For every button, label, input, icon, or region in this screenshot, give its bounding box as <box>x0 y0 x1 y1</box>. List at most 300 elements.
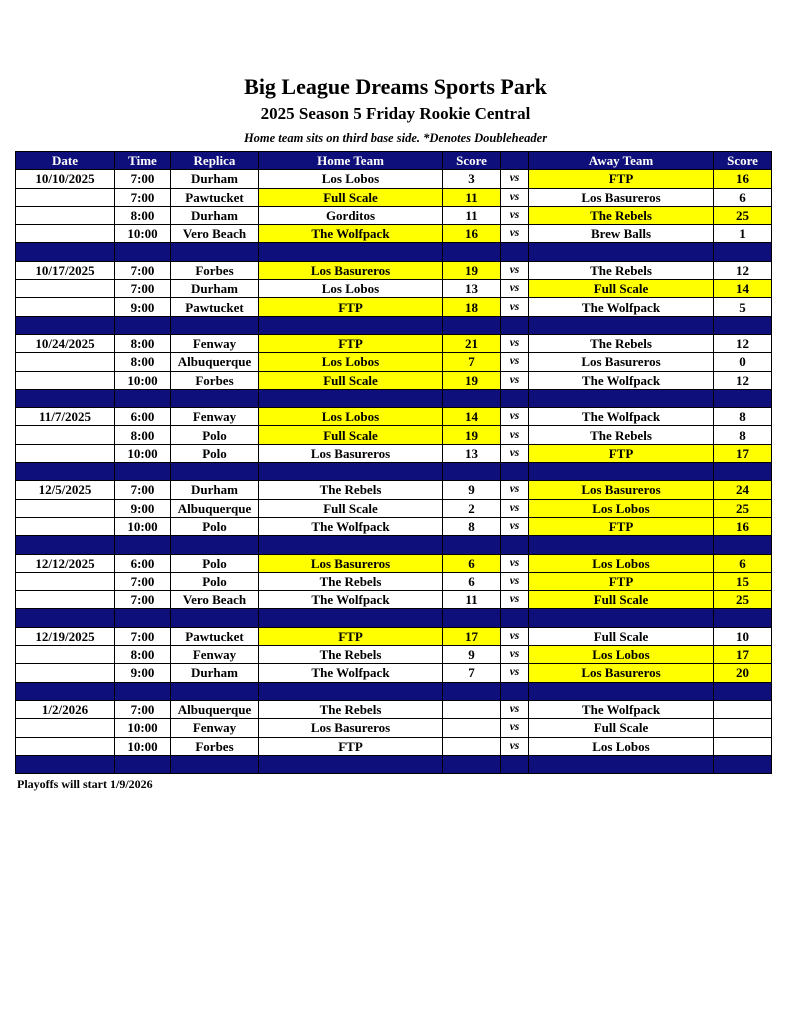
separator-cell <box>16 755 115 773</box>
home-score: 6 <box>443 554 501 572</box>
game-replica: Polo <box>171 444 259 462</box>
away-team: Full Scale <box>529 591 714 609</box>
game-row <box>16 426 772 444</box>
separator-cell <box>115 755 171 773</box>
game-replica: Albuquerque <box>171 353 259 371</box>
game-time: 7:00 <box>115 700 171 718</box>
away-score: 25 <box>714 591 772 609</box>
away-score: 0 <box>714 353 772 371</box>
game-time: 7:00 <box>115 170 171 188</box>
separator-cell <box>529 682 714 700</box>
week-separator <box>16 682 772 700</box>
game-date: 10/17/2025 <box>16 261 115 279</box>
vs-label: vs <box>501 261 529 279</box>
game-replica: Pawtucket <box>171 188 259 206</box>
game-row <box>16 334 772 352</box>
col-header-replica: Replica <box>171 152 259 170</box>
home-score: 11 <box>443 591 501 609</box>
separator-cell <box>171 682 259 700</box>
separator-cell <box>259 316 443 334</box>
home-team: The Rebels <box>259 481 443 499</box>
away-score: 25 <box>714 499 772 517</box>
separator-cell <box>443 463 501 481</box>
separator-cell <box>171 389 259 407</box>
col-header-home-team: Home Team <box>259 152 443 170</box>
header-row <box>16 152 772 170</box>
game-time: 8:00 <box>115 206 171 224</box>
vs-label: vs <box>501 572 529 590</box>
game-replica: Fenway <box>171 646 259 664</box>
game-row <box>16 170 772 188</box>
game-replica: Fenway <box>171 408 259 426</box>
vs-label: vs <box>501 298 529 316</box>
separator-cell <box>115 389 171 407</box>
game-date <box>16 206 115 224</box>
separator-cell <box>443 536 501 554</box>
vs-label: vs <box>501 408 529 426</box>
game-replica: Durham <box>171 206 259 224</box>
away-team: The Wolfpack <box>529 298 714 316</box>
away-score: 1 <box>714 225 772 243</box>
away-team: FTP <box>529 444 714 462</box>
vs-label: vs <box>501 371 529 389</box>
separator-cell <box>529 316 714 334</box>
home-score: 13 <box>443 444 501 462</box>
page-title: Big League Dreams Sports Park <box>244 74 547 99</box>
vs-label: vs <box>501 334 529 352</box>
home-team: FTP <box>259 298 443 316</box>
separator-cell <box>115 536 171 554</box>
separator-cell <box>714 389 772 407</box>
separator-cell <box>115 682 171 700</box>
game-row <box>16 225 772 243</box>
away-team: The Rebels <box>529 334 714 352</box>
separator-cell <box>714 682 772 700</box>
away-score <box>714 700 772 718</box>
game-date: 11/7/2025 <box>16 408 115 426</box>
game-time: 10:00 <box>115 444 171 462</box>
game-replica: Albuquerque <box>171 499 259 517</box>
game-row <box>16 206 772 224</box>
game-date <box>16 188 115 206</box>
game-row <box>16 353 772 371</box>
home-team: FTP <box>259 737 443 755</box>
vs-label: vs <box>501 517 529 535</box>
separator-cell <box>171 755 259 773</box>
away-team: The Wolfpack <box>529 371 714 389</box>
game-time: 8:00 <box>115 334 171 352</box>
game-time: 10:00 <box>115 517 171 535</box>
home-score: 19 <box>443 371 501 389</box>
game-time: 8:00 <box>115 426 171 444</box>
separator-cell <box>501 682 529 700</box>
game-time: 10:00 <box>115 371 171 389</box>
game-replica: Polo <box>171 572 259 590</box>
game-replica: Forbes <box>171 261 259 279</box>
home-score: 7 <box>443 664 501 682</box>
game-date <box>16 280 115 298</box>
home-score: 6 <box>443 572 501 590</box>
away-score: 8 <box>714 426 772 444</box>
week-separator <box>16 755 772 773</box>
vs-label: vs <box>501 481 529 499</box>
away-score: 16 <box>714 170 772 188</box>
game-replica: Forbes <box>171 371 259 389</box>
game-row <box>16 646 772 664</box>
game-replica: Pawtucket <box>171 627 259 645</box>
home-score: 19 <box>443 426 501 444</box>
game-time: 7:00 <box>115 572 171 590</box>
separator-cell <box>171 536 259 554</box>
away-team: Los Lobos <box>529 737 714 755</box>
separator-cell <box>443 755 501 773</box>
separator-cell <box>115 463 171 481</box>
week-separator <box>16 463 772 481</box>
home-team: Los Basureros <box>259 261 443 279</box>
home-score <box>443 737 501 755</box>
home-team: Full Scale <box>259 499 443 517</box>
away-score: 6 <box>714 554 772 572</box>
game-row <box>16 737 772 755</box>
separator-cell <box>529 609 714 627</box>
game-date: 10/24/2025 <box>16 334 115 352</box>
separator-cell <box>714 536 772 554</box>
game-time: 10:00 <box>115 737 171 755</box>
separator-cell <box>171 243 259 261</box>
game-date: 1/2/2026 <box>16 700 115 718</box>
away-score: 6 <box>714 188 772 206</box>
separator-cell <box>501 463 529 481</box>
game-row <box>16 591 772 609</box>
home-score: 16 <box>443 225 501 243</box>
away-team: FTP <box>529 572 714 590</box>
game-time: 8:00 <box>115 353 171 371</box>
game-time: 7:00 <box>115 591 171 609</box>
separator-cell <box>501 609 529 627</box>
game-date: 12/5/2025 <box>16 481 115 499</box>
away-score: 17 <box>714 646 772 664</box>
away-score: 20 <box>714 664 772 682</box>
vs-label: vs <box>501 737 529 755</box>
game-replica: Durham <box>171 170 259 188</box>
separator-cell <box>443 389 501 407</box>
home-score: 9 <box>443 646 501 664</box>
away-score: 25 <box>714 206 772 224</box>
away-team: Los Lobos <box>529 646 714 664</box>
vs-label: vs <box>501 225 529 243</box>
playoffs-note: Playoffs will start 1/9/2026 <box>17 777 153 791</box>
home-team: Los Lobos <box>259 408 443 426</box>
away-team: The Wolfpack <box>529 700 714 718</box>
game-replica: Albuquerque <box>171 700 259 718</box>
game-row <box>16 280 772 298</box>
vs-label: vs <box>501 664 529 682</box>
game-time: 7:00 <box>115 481 171 499</box>
separator-cell <box>16 389 115 407</box>
game-time: 9:00 <box>115 298 171 316</box>
vs-label: vs <box>501 170 529 188</box>
game-date <box>16 444 115 462</box>
away-team: Full Scale <box>529 280 714 298</box>
col-header-vs <box>501 152 529 170</box>
game-date <box>16 371 115 389</box>
home-score: 18 <box>443 298 501 316</box>
away-team: Los Basureros <box>529 481 714 499</box>
away-score: 24 <box>714 481 772 499</box>
game-replica: Durham <box>171 481 259 499</box>
separator-cell <box>16 682 115 700</box>
home-score: 14 <box>443 408 501 426</box>
away-team: The Rebels <box>529 426 714 444</box>
game-replica: Polo <box>171 426 259 444</box>
separator-cell <box>115 243 171 261</box>
separator-cell <box>259 536 443 554</box>
home-score: 17 <box>443 627 501 645</box>
separator-cell <box>501 755 529 773</box>
game-date <box>16 353 115 371</box>
week-separator <box>16 243 772 261</box>
col-header-date: Date <box>16 152 115 170</box>
away-score: 16 <box>714 517 772 535</box>
home-team: The Wolfpack <box>259 517 443 535</box>
away-score: 15 <box>714 572 772 590</box>
home-team: The Wolfpack <box>259 591 443 609</box>
home-team: Los Lobos <box>259 353 443 371</box>
away-score <box>714 737 772 755</box>
game-date <box>16 664 115 682</box>
game-replica: Fenway <box>171 719 259 737</box>
home-score: 11 <box>443 188 501 206</box>
game-replica: Pawtucket <box>171 298 259 316</box>
separator-cell <box>171 316 259 334</box>
game-replica: Durham <box>171 280 259 298</box>
vs-label: vs <box>501 206 529 224</box>
game-replica: Fenway <box>171 334 259 352</box>
separator-cell <box>171 609 259 627</box>
game-row <box>16 298 772 316</box>
game-row <box>16 517 772 535</box>
separator-cell <box>529 389 714 407</box>
vs-label: vs <box>501 188 529 206</box>
separator-cell <box>443 682 501 700</box>
schedule-note: Home team sits on third base side. *Denotes Doubleheader <box>243 131 548 145</box>
away-team: FTP <box>529 170 714 188</box>
week-separator <box>16 609 772 627</box>
separator-cell <box>714 316 772 334</box>
col-header-away-score: Score <box>714 152 772 170</box>
game-row <box>16 481 772 499</box>
col-header-home-score: Score <box>443 152 501 170</box>
home-team: Los Lobos <box>259 280 443 298</box>
game-replica: Vero Beach <box>171 591 259 609</box>
game-row <box>16 408 772 426</box>
game-replica: Forbes <box>171 737 259 755</box>
away-team: Full Scale <box>529 719 714 737</box>
game-row <box>16 719 772 737</box>
home-score: 7 <box>443 353 501 371</box>
vs-label: vs <box>501 444 529 462</box>
separator-cell <box>714 463 772 481</box>
away-team: Full Scale <box>529 627 714 645</box>
away-team: Los Basureros <box>529 188 714 206</box>
game-date <box>16 499 115 517</box>
game-time: 6:00 <box>115 554 171 572</box>
game-date <box>16 646 115 664</box>
home-team: Los Basureros <box>259 444 443 462</box>
separator-cell <box>443 243 501 261</box>
away-team: The Rebels <box>529 261 714 279</box>
game-date: 10/10/2025 <box>16 170 115 188</box>
separator-cell <box>443 609 501 627</box>
home-score: 19 <box>443 261 501 279</box>
game-row <box>16 572 772 590</box>
week-separator <box>16 389 772 407</box>
home-score: 2 <box>443 499 501 517</box>
home-team: FTP <box>259 334 443 352</box>
separator-cell <box>714 243 772 261</box>
home-score: 11 <box>443 206 501 224</box>
vs-label: vs <box>501 499 529 517</box>
week-separator <box>16 316 772 334</box>
separator-cell <box>16 609 115 627</box>
vs-label: vs <box>501 280 529 298</box>
home-score: 3 <box>443 170 501 188</box>
game-time: 10:00 <box>115 225 171 243</box>
separator-cell <box>259 243 443 261</box>
separator-cell <box>259 389 443 407</box>
game-date <box>16 225 115 243</box>
home-team: The Rebels <box>259 646 443 664</box>
home-team: Gorditos <box>259 206 443 224</box>
away-team: The Rebels <box>529 206 714 224</box>
home-team: The Rebels <box>259 572 443 590</box>
game-time: 8:00 <box>115 646 171 664</box>
separator-cell <box>16 316 115 334</box>
game-replica: Durham <box>171 664 259 682</box>
game-time: 7:00 <box>115 261 171 279</box>
away-team: Los Lobos <box>529 554 714 572</box>
separator-cell <box>259 609 443 627</box>
schedule-body <box>16 170 772 774</box>
game-row <box>16 554 772 572</box>
away-team: Los Lobos <box>529 499 714 517</box>
separator-cell <box>501 389 529 407</box>
home-team: Full Scale <box>259 188 443 206</box>
separator-cell <box>115 316 171 334</box>
separator-cell <box>529 755 714 773</box>
home-team: Los Basureros <box>259 554 443 572</box>
game-row <box>16 664 772 682</box>
game-date: 12/19/2025 <box>16 627 115 645</box>
game-row <box>16 188 772 206</box>
away-team: Brew Balls <box>529 225 714 243</box>
away-score: 5 <box>714 298 772 316</box>
away-score <box>714 719 772 737</box>
away-team: Los Basureros <box>529 353 714 371</box>
away-team: FTP <box>529 517 714 535</box>
away-score: 12 <box>714 371 772 389</box>
game-row <box>16 499 772 517</box>
home-score: 13 <box>443 280 501 298</box>
vs-label: vs <box>501 426 529 444</box>
home-team: FTP <box>259 627 443 645</box>
home-team: The Wolfpack <box>259 664 443 682</box>
home-team: Full Scale <box>259 426 443 444</box>
home-score <box>443 719 501 737</box>
away-score: 14 <box>714 280 772 298</box>
vs-label: vs <box>501 646 529 664</box>
home-team: Los Basureros <box>259 719 443 737</box>
separator-cell <box>529 243 714 261</box>
separator-cell <box>16 536 115 554</box>
game-time: 9:00 <box>115 499 171 517</box>
separator-cell <box>259 463 443 481</box>
separator-cell <box>16 463 115 481</box>
away-score: 12 <box>714 261 772 279</box>
game-replica: Polo <box>171 517 259 535</box>
separator-cell <box>171 463 259 481</box>
home-team: Full Scale <box>259 371 443 389</box>
vs-label: vs <box>501 627 529 645</box>
game-row <box>16 627 772 645</box>
col-header-time: Time <box>115 152 171 170</box>
home-score: 8 <box>443 517 501 535</box>
game-replica: Vero Beach <box>171 225 259 243</box>
schedule-table <box>15 151 772 774</box>
home-score: 21 <box>443 334 501 352</box>
page-subtitle: 2025 Season 5 Friday Rookie Central <box>260 104 531 123</box>
game-date: 12/12/2025 <box>16 554 115 572</box>
separator-cell <box>714 755 772 773</box>
game-time: 10:00 <box>115 719 171 737</box>
away-team: Los Basureros <box>529 664 714 682</box>
away-score: 12 <box>714 334 772 352</box>
game-date <box>16 719 115 737</box>
game-date <box>16 426 115 444</box>
separator-cell <box>16 243 115 261</box>
game-row <box>16 261 772 279</box>
vs-label: vs <box>501 591 529 609</box>
home-team: The Wolfpack <box>259 225 443 243</box>
vs-label: vs <box>501 554 529 572</box>
separator-cell <box>529 536 714 554</box>
game-date <box>16 591 115 609</box>
col-header-away-team: Away Team <box>529 152 714 170</box>
game-date <box>16 572 115 590</box>
separator-cell <box>115 609 171 627</box>
game-time: 7:00 <box>115 188 171 206</box>
away-score: 10 <box>714 627 772 645</box>
game-row <box>16 700 772 718</box>
game-replica: Polo <box>171 554 259 572</box>
separator-cell <box>259 682 443 700</box>
home-score <box>443 700 501 718</box>
week-separator <box>16 536 772 554</box>
game-time: 7:00 <box>115 280 171 298</box>
vs-label: vs <box>501 719 529 737</box>
separator-cell <box>501 536 529 554</box>
home-score: 9 <box>443 481 501 499</box>
separator-cell <box>714 609 772 627</box>
separator-cell <box>529 463 714 481</box>
game-time: 6:00 <box>115 408 171 426</box>
vs-label: vs <box>501 700 529 718</box>
game-date <box>16 737 115 755</box>
game-date <box>16 298 115 316</box>
away-team: The Wolfpack <box>529 408 714 426</box>
separator-cell <box>501 243 529 261</box>
vs-label: vs <box>501 353 529 371</box>
